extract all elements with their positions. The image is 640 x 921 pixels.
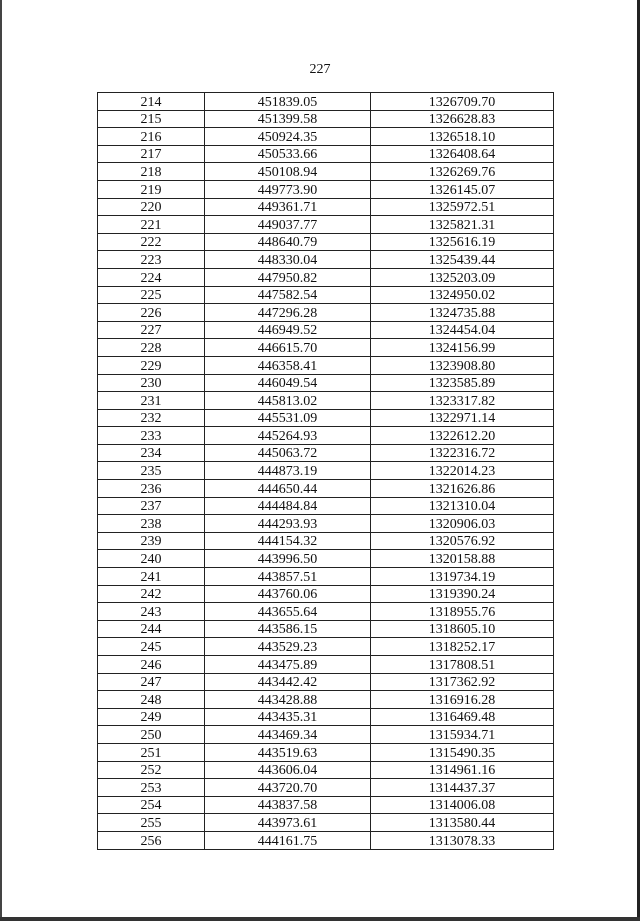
y-coordinate-cell: 1326145.07	[371, 180, 554, 198]
point-number-cell: 225	[98, 286, 205, 304]
y-coordinate-cell: 1320906.03	[371, 515, 554, 533]
table-row	[98, 304, 554, 322]
y-coordinate-cell: 1322971.14	[371, 409, 554, 427]
x-coordinate-cell: 443857.51	[205, 568, 371, 586]
table-row	[98, 603, 554, 621]
x-coordinate-cell: 451839.05	[205, 93, 371, 111]
table-row	[98, 708, 554, 726]
point-number-cell: 239	[98, 532, 205, 550]
x-coordinate-cell: 444154.32	[205, 532, 371, 550]
x-coordinate-cell: 443996.50	[205, 550, 371, 568]
x-coordinate-cell: 443442.42	[205, 673, 371, 691]
table-row	[98, 585, 554, 603]
x-coordinate-cell: 444873.19	[205, 462, 371, 480]
point-number-cell: 221	[98, 216, 205, 234]
y-coordinate-cell: 1323585.89	[371, 374, 554, 392]
x-coordinate-cell: 443529.23	[205, 638, 371, 656]
x-coordinate-cell: 443720.70	[205, 779, 371, 797]
point-number-cell: 215	[98, 110, 205, 128]
x-coordinate-cell: 443837.58	[205, 796, 371, 814]
y-coordinate-cell: 1314437.37	[371, 779, 554, 797]
point-number-cell: 222	[98, 233, 205, 251]
table-row	[98, 814, 554, 832]
table-row	[98, 550, 554, 568]
table-row	[98, 515, 554, 533]
y-coordinate-cell: 1319734.19	[371, 568, 554, 586]
y-coordinate-cell: 1325972.51	[371, 198, 554, 216]
table-row	[98, 831, 554, 849]
point-number-cell: 253	[98, 779, 205, 797]
y-coordinate-cell: 1325439.44	[371, 251, 554, 269]
y-coordinate-cell: 1324156.99	[371, 339, 554, 357]
x-coordinate-cell: 445264.93	[205, 427, 371, 445]
y-coordinate-cell: 1320576.92	[371, 532, 554, 550]
x-coordinate-cell: 448330.04	[205, 251, 371, 269]
x-coordinate-cell: 446358.41	[205, 356, 371, 374]
table-row	[98, 128, 554, 146]
y-coordinate-cell: 1317362.92	[371, 673, 554, 691]
point-number-cell: 216	[98, 128, 205, 146]
y-coordinate-cell: 1318252.17	[371, 638, 554, 656]
page-number: 227	[309, 62, 331, 77]
y-coordinate-cell: 1320158.88	[371, 550, 554, 568]
x-coordinate-cell: 449037.77	[205, 216, 371, 234]
table-row	[98, 726, 554, 744]
point-number-cell: 254	[98, 796, 205, 814]
y-coordinate-cell: 1326628.83	[371, 110, 554, 128]
y-coordinate-cell: 1316916.28	[371, 691, 554, 709]
x-coordinate-cell: 443586.15	[205, 620, 371, 638]
table-row	[98, 339, 554, 357]
point-number-cell: 226	[98, 304, 205, 322]
point-number-cell: 244	[98, 620, 205, 638]
table-row	[98, 761, 554, 779]
x-coordinate-cell: 443428.88	[205, 691, 371, 709]
table-row	[98, 638, 554, 656]
x-coordinate-cell: 449361.71	[205, 198, 371, 216]
point-number-cell: 218	[98, 163, 205, 181]
x-coordinate-cell: 443606.04	[205, 761, 371, 779]
point-number-cell: 232	[98, 409, 205, 427]
table-row	[98, 620, 554, 638]
x-coordinate-cell: 451399.58	[205, 110, 371, 128]
y-coordinate-cell: 1313078.33	[371, 831, 554, 849]
point-number-cell: 243	[98, 603, 205, 621]
x-coordinate-cell: 447296.28	[205, 304, 371, 322]
x-coordinate-cell: 444650.44	[205, 480, 371, 498]
y-coordinate-cell: 1319390.24	[371, 585, 554, 603]
point-number-cell: 220	[98, 198, 205, 216]
x-coordinate-cell: 446949.52	[205, 321, 371, 339]
table-row	[98, 374, 554, 392]
x-coordinate-cell: 445531.09	[205, 409, 371, 427]
point-number-cell: 255	[98, 814, 205, 832]
table-row	[98, 356, 554, 374]
point-number-cell: 229	[98, 356, 205, 374]
x-coordinate-cell: 444161.75	[205, 831, 371, 849]
point-number-cell: 251	[98, 743, 205, 761]
point-number-cell: 238	[98, 515, 205, 533]
point-number-cell: 234	[98, 444, 205, 462]
table-row	[98, 216, 554, 234]
x-coordinate-cell: 443435.31	[205, 708, 371, 726]
x-coordinate-cell: 447582.54	[205, 286, 371, 304]
x-coordinate-cell: 443519.63	[205, 743, 371, 761]
x-coordinate-cell: 443973.61	[205, 814, 371, 832]
table-row	[98, 392, 554, 410]
point-number-cell: 250	[98, 726, 205, 744]
y-coordinate-cell: 1324735.88	[371, 304, 554, 322]
table-row	[98, 145, 554, 163]
y-coordinate-cell: 1322014.23	[371, 462, 554, 480]
table-row	[98, 110, 554, 128]
y-coordinate-cell: 1315490.35	[371, 743, 554, 761]
point-number-cell: 214	[98, 93, 205, 111]
y-coordinate-cell: 1322612.20	[371, 427, 554, 445]
x-coordinate-cell: 443760.06	[205, 585, 371, 603]
point-number-cell: 231	[98, 392, 205, 410]
point-number-cell: 224	[98, 268, 205, 286]
table-row	[98, 691, 554, 709]
y-coordinate-cell: 1325821.31	[371, 216, 554, 234]
point-number-cell: 241	[98, 568, 205, 586]
point-number-cell: 240	[98, 550, 205, 568]
table-row	[98, 251, 554, 269]
table-row	[98, 321, 554, 339]
y-coordinate-cell: 1326709.70	[371, 93, 554, 111]
table-row	[98, 444, 554, 462]
table-row	[98, 673, 554, 691]
point-number-cell: 233	[98, 427, 205, 445]
table-row	[98, 796, 554, 814]
x-coordinate-cell: 446615.70	[205, 339, 371, 357]
y-coordinate-cell: 1326408.64	[371, 145, 554, 163]
point-number-cell: 248	[98, 691, 205, 709]
table-row	[98, 93, 554, 111]
y-coordinate-cell: 1314006.08	[371, 796, 554, 814]
y-coordinate-cell: 1323317.82	[371, 392, 554, 410]
x-coordinate-cell: 444484.84	[205, 497, 371, 515]
y-coordinate-cell: 1314961.16	[371, 761, 554, 779]
y-coordinate-cell: 1321626.86	[371, 480, 554, 498]
table-row	[98, 779, 554, 797]
table-row	[98, 656, 554, 674]
x-coordinate-cell: 446049.54	[205, 374, 371, 392]
point-number-cell: 256	[98, 831, 205, 849]
table-row	[98, 532, 554, 550]
point-number-cell: 247	[98, 673, 205, 691]
table-row	[98, 163, 554, 181]
x-coordinate-cell: 450108.94	[205, 163, 371, 181]
y-coordinate-cell: 1315934.71	[371, 726, 554, 744]
x-coordinate-cell: 448640.79	[205, 233, 371, 251]
table-row	[98, 233, 554, 251]
x-coordinate-cell: 449773.90	[205, 180, 371, 198]
y-coordinate-cell: 1324950.02	[371, 286, 554, 304]
x-coordinate-cell: 450533.66	[205, 145, 371, 163]
table-row	[98, 497, 554, 515]
table-row	[98, 743, 554, 761]
point-number-cell: 246	[98, 656, 205, 674]
point-number-cell: 235	[98, 462, 205, 480]
point-number-cell: 252	[98, 761, 205, 779]
point-number-cell: 249	[98, 708, 205, 726]
y-coordinate-cell: 1325203.09	[371, 268, 554, 286]
point-number-cell: 245	[98, 638, 205, 656]
point-number-cell: 219	[98, 180, 205, 198]
x-coordinate-cell: 444293.93	[205, 515, 371, 533]
y-coordinate-cell: 1316469.48	[371, 708, 554, 726]
y-coordinate-cell: 1326269.76	[371, 163, 554, 181]
x-coordinate-cell: 450924.35	[205, 128, 371, 146]
table-row	[98, 198, 554, 216]
point-number-cell: 228	[98, 339, 205, 357]
x-coordinate-cell: 445063.72	[205, 444, 371, 462]
y-coordinate-cell: 1323908.80	[371, 356, 554, 374]
point-number-cell: 223	[98, 251, 205, 269]
x-coordinate-cell: 445813.02	[205, 392, 371, 410]
table-row	[98, 568, 554, 586]
y-coordinate-cell: 1322316.72	[371, 444, 554, 462]
point-number-cell: 236	[98, 480, 205, 498]
table-row	[98, 268, 554, 286]
coordinates-table	[97, 92, 554, 850]
point-number-cell: 227	[98, 321, 205, 339]
x-coordinate-cell: 447950.82	[205, 268, 371, 286]
table-row	[98, 180, 554, 198]
point-number-cell: 237	[98, 497, 205, 515]
y-coordinate-cell: 1325616.19	[371, 233, 554, 251]
point-number-cell: 242	[98, 585, 205, 603]
y-coordinate-cell: 1318605.10	[371, 620, 554, 638]
table-row	[98, 409, 554, 427]
scan-edge-bottom	[0, 917, 640, 921]
point-number-cell: 217	[98, 145, 205, 163]
table-row	[98, 462, 554, 480]
table-row	[98, 427, 554, 445]
x-coordinate-cell: 443475.89	[205, 656, 371, 674]
y-coordinate-cell: 1318955.76	[371, 603, 554, 621]
point-number-cell: 230	[98, 374, 205, 392]
y-coordinate-cell: 1317808.51	[371, 656, 554, 674]
x-coordinate-cell: 443469.34	[205, 726, 371, 744]
x-coordinate-cell: 443655.64	[205, 603, 371, 621]
y-coordinate-cell: 1324454.04	[371, 321, 554, 339]
y-coordinate-cell: 1313580.44	[371, 814, 554, 832]
coordinates-table-body	[98, 93, 554, 850]
table-row	[98, 286, 554, 304]
y-coordinate-cell: 1321310.04	[371, 497, 554, 515]
table-row	[98, 480, 554, 498]
scan-edge-left	[0, 0, 2, 921]
y-coordinate-cell: 1326518.10	[371, 128, 554, 146]
